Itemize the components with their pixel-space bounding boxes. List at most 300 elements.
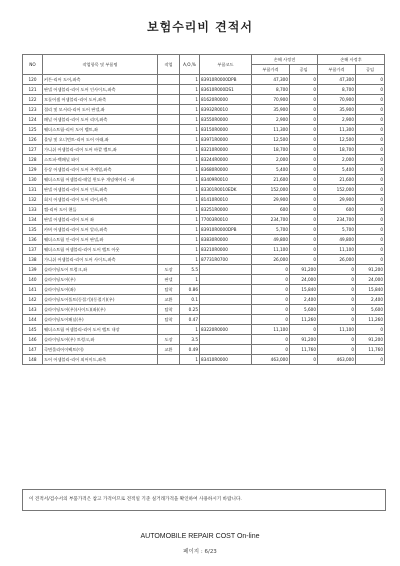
- row-no: 146: [23, 335, 43, 345]
- row-labor-before: 0: [290, 355, 318, 365]
- row-part-price-before: 2,900: [252, 115, 290, 125]
- row-no: 138: [23, 255, 43, 265]
- row-no: 139: [23, 265, 43, 275]
- table-row: [23, 265, 385, 275]
- row-labor-after: 0: [356, 75, 385, 85]
- row-labor-before: 0: [290, 155, 318, 165]
- row-item: 슬라이딩도어(좌): [43, 285, 158, 295]
- row-item: 웨더스트립 인-리어 도어 판넬,좌: [43, 235, 158, 245]
- row-no: 141: [23, 285, 43, 295]
- row-aoq: 1: [180, 195, 200, 205]
- row-no: 131: [23, 185, 43, 195]
- row-labor-before: 0: [290, 195, 318, 205]
- row-item: 웨더스트립-리어 도어 벨트,좌: [43, 125, 158, 135]
- row-aoq: 0.86: [180, 285, 200, 295]
- row-labor-after: 0: [356, 85, 385, 95]
- row-part-price-before: 0: [252, 285, 290, 295]
- row-part-price-before: 0: [252, 345, 290, 355]
- row-aoq: 0.49: [180, 345, 200, 355]
- table-row: [23, 195, 385, 205]
- row-part-price-after: 0: [318, 295, 356, 305]
- row-item: 등상 어셈블리-리어 도어 주계열,좌측: [43, 165, 158, 175]
- row-aoq: 1: [180, 325, 200, 335]
- row-no: 129: [23, 165, 43, 175]
- row-no: 128: [23, 155, 43, 165]
- page-number: 페이지 : 6/23: [183, 549, 217, 555]
- row-work-type: [158, 145, 180, 155]
- row-labor-after: 0: [356, 245, 385, 255]
- row-part-price-after: 152,000: [318, 185, 356, 195]
- row-labor-before: 0: [290, 165, 318, 175]
- row-labor-before: 91,200: [290, 265, 318, 275]
- table-row: [23, 225, 385, 235]
- row-no: 124: [23, 115, 43, 125]
- row-no: 134: [23, 215, 43, 225]
- header-work-type: 작업: [158, 55, 180, 75]
- row-labor-after: 0: [356, 125, 385, 135]
- table-row: [23, 185, 385, 195]
- table-row: [23, 105, 385, 115]
- row-part-code: 83971R0000: [200, 135, 252, 145]
- table-row: [23, 155, 385, 165]
- row-part-price-before: 12,500: [252, 135, 290, 145]
- row-part-code: 83301R0010EDK: [200, 185, 252, 195]
- row-part-code: 81620R0000: [200, 95, 252, 105]
- row-item: 가니쉬 어셈블리-리어 도어 바깥 벨트,좌: [43, 145, 158, 155]
- header-part-price-before: 부품가격: [252, 65, 290, 75]
- row-no: 142: [23, 295, 43, 305]
- row-aoq: 1: [180, 205, 200, 215]
- row-part-price-after: 2,000: [318, 155, 356, 165]
- header-part-code: 부품코드: [200, 55, 252, 75]
- row-item: 판넬 어셈블리-리어 도어 인포,좌측: [43, 185, 158, 195]
- row-part-price-before: 21,600: [252, 175, 290, 185]
- row-part-code: [200, 335, 252, 345]
- row-work-type: [158, 85, 180, 95]
- row-labor-after: 0: [356, 155, 385, 165]
- row-aoq: 1: [180, 235, 200, 245]
- row-aoq: 1: [180, 245, 200, 255]
- row-item: 슬라이딩도어(우)(사이드)(좌)(우): [43, 305, 158, 315]
- row-labor-before: 15,840: [290, 285, 318, 295]
- row-part-code: [200, 295, 252, 305]
- row-labor-after: 0: [356, 175, 385, 185]
- row-part-price-before: 0: [252, 305, 290, 315]
- table-header-row: [23, 55, 385, 65]
- row-aoq: 1: [180, 215, 200, 225]
- row-aoq: 1: [180, 255, 200, 265]
- row-labor-after: 5,600: [356, 305, 385, 315]
- row-part-code: [200, 315, 252, 325]
- row-part-code: 83830R0000: [200, 235, 252, 245]
- row-part-price-before: 0: [252, 295, 290, 305]
- row-part-price-before: 11,300: [252, 125, 290, 135]
- row-part-price-after: 70,900: [318, 95, 356, 105]
- row-labor-after: 0: [356, 185, 385, 195]
- row-part-code: 83220R0000: [200, 325, 252, 335]
- table-row: [23, 255, 385, 265]
- row-part-price-after: 29,900: [318, 195, 356, 205]
- row-labor-after: 15,840: [356, 285, 385, 295]
- row-item: 회저 어셈블리-리어 도어 리어,좌측: [43, 195, 158, 205]
- row-no: 121: [23, 85, 43, 95]
- row-part-price-after: 21,600: [318, 175, 356, 185]
- row-labor-before: 5,600: [290, 305, 318, 315]
- row-item: 웨더스트립 어셈블리-리어 도어 벨트 아웃: [43, 245, 158, 255]
- row-aoq: 1: [180, 225, 200, 235]
- table-body: [23, 75, 385, 365]
- footer-title: AUTOMOBILE REPAIR COST On-line: [140, 533, 260, 540]
- table-row: [23, 235, 385, 245]
- row-no: 130: [23, 175, 43, 185]
- row-labor-after: 0: [356, 195, 385, 205]
- row-labor-before: 0: [290, 185, 318, 195]
- row-labor-after: 24,000: [356, 275, 385, 285]
- table-row: [23, 275, 385, 285]
- table-row: [23, 245, 385, 255]
- row-no: 143: [23, 305, 43, 315]
- row-no: 136: [23, 235, 43, 245]
- row-part-code: 83610R000DS1: [200, 85, 252, 95]
- header-work-item: 작업항목 및 부품명: [43, 55, 158, 75]
- row-aoq: 1: [180, 175, 200, 185]
- row-part-price-after: 5,400: [318, 165, 356, 175]
- document-title: 보험수리비 견적서: [147, 20, 253, 34]
- table-row: [23, 215, 385, 225]
- row-labor-after: 0: [356, 225, 385, 235]
- row-labor-after: 0: [356, 325, 385, 335]
- row-work-type: [158, 195, 180, 205]
- row-part-price-after: 234,700: [318, 215, 356, 225]
- row-part-price-before: 0: [252, 265, 290, 275]
- row-labor-before: 0: [290, 125, 318, 135]
- row-work-type: [158, 325, 180, 335]
- row-item: 스토퍼-백패널 와이: [43, 155, 158, 165]
- row-part-price-before: 47,300: [252, 75, 290, 85]
- header-no: NO: [23, 55, 43, 75]
- row-aoq: 1: [180, 135, 200, 145]
- row-aoq: 1: [180, 105, 200, 115]
- row-part-code: 83410R0000: [200, 355, 252, 365]
- row-item: 절리 및 모서리-리어 도어 판넬,좌: [43, 105, 158, 115]
- row-labor-after: 2,400: [356, 295, 385, 305]
- row-labor-before: 0: [290, 225, 318, 235]
- row-part-price-after: 0: [318, 275, 356, 285]
- row-part-price-after: 2,900: [318, 115, 356, 125]
- row-part-code: [200, 285, 252, 295]
- row-labor-before: 0: [290, 235, 318, 245]
- row-aoq: 1: [180, 75, 200, 85]
- row-labor-before: 0: [290, 255, 318, 265]
- row-aoq: 1: [180, 155, 200, 165]
- table-row: [23, 135, 385, 145]
- row-part-code: 83210R0000: [200, 245, 252, 255]
- row-labor-before: 0: [290, 135, 318, 145]
- row-aoq: 0.25: [180, 305, 200, 315]
- row-aoq: 1: [180, 85, 200, 95]
- row-labor-before: 0: [290, 245, 318, 255]
- row-aoq: 5.5: [180, 265, 200, 275]
- row-part-price-after: 47,300: [318, 75, 356, 85]
- table-row: [23, 335, 385, 345]
- row-part-price-before: 2,000: [252, 155, 290, 165]
- row-item: 곡면물리어이펙트(이): [43, 345, 158, 355]
- row-part-price-before: 0: [252, 275, 290, 285]
- row-part-code: 77003R0010: [200, 215, 252, 225]
- row-part-price-after: 12,500: [318, 135, 356, 145]
- row-part-code: 81410R0010: [200, 195, 252, 205]
- row-labor-before: 0: [290, 205, 318, 215]
- row-part-price-before: 152,000: [252, 185, 290, 195]
- row-labor-before: 0: [290, 215, 318, 225]
- row-no: 127: [23, 145, 43, 155]
- row-part-price-before: 600: [252, 205, 290, 215]
- row-part-price-after: 0: [318, 335, 356, 345]
- row-part-code: 83244R0000: [200, 155, 252, 165]
- row-labor-before: 0: [290, 95, 318, 105]
- row-work-type: 교환: [158, 345, 180, 355]
- row-part-price-before: 11,100: [252, 325, 290, 335]
- row-part-price-after: 5,700: [318, 225, 356, 235]
- row-part-price-after: 0: [318, 305, 356, 315]
- table-row: [23, 175, 385, 185]
- row-item: 슬라이딩도어 트렁크,좌: [43, 265, 158, 275]
- row-labor-after: 0: [356, 165, 385, 175]
- row-part-code: [200, 305, 252, 315]
- row-aoq: 3.5: [180, 335, 200, 345]
- row-item: 가니쉬 어셈블리-리어 도어 사이드,좌측: [43, 255, 158, 265]
- row-labor-before: 0: [290, 145, 318, 155]
- row-part-price-after: 0: [318, 315, 356, 325]
- table-row: [23, 285, 385, 295]
- row-labor-after: 91,200: [356, 335, 385, 345]
- row-part-price-after: 600: [318, 205, 356, 215]
- row-item: 슬라이딩도어패널(우): [43, 315, 158, 325]
- row-work-type: [158, 125, 180, 135]
- row-item: 캡-리어 도어 핸들: [43, 205, 158, 215]
- row-work-type: [158, 135, 180, 145]
- row-no: 144: [23, 315, 43, 325]
- table-row: [23, 165, 385, 175]
- row-part-code: [200, 275, 252, 285]
- row-part-price-after: 26,000: [318, 255, 356, 265]
- table-row: [23, 145, 385, 155]
- row-work-type: [158, 165, 180, 175]
- row-labor-after: 91,200: [356, 265, 385, 275]
- row-work-type: [158, 245, 180, 255]
- row-part-code: 87731R0700: [200, 255, 252, 265]
- row-part-price-after: 11,100: [318, 325, 356, 335]
- row-item: 슬라이딩도어(우): [43, 275, 158, 285]
- row-part-price-before: 5,400: [252, 165, 290, 175]
- row-no: 126: [23, 135, 43, 145]
- row-labor-after: 0: [356, 235, 385, 245]
- row-part-price-before: 463,000: [252, 355, 290, 365]
- row-part-price-before: 8,700: [252, 85, 290, 95]
- row-aoq: 1: [180, 145, 200, 155]
- row-no: 147: [23, 345, 43, 355]
- row-item: 몰딩 및 오너먼트-리어 도어 아래,좌: [43, 135, 158, 145]
- row-part-code: [200, 345, 252, 355]
- row-part-code: 83910R0000DPB: [200, 75, 252, 85]
- table-row: [23, 115, 385, 125]
- row-part-price-before: 234,700: [252, 215, 290, 225]
- row-no: 132: [23, 195, 43, 205]
- row-part-price-after: 0: [318, 265, 356, 275]
- table-row: [23, 315, 385, 325]
- row-aoq: 1: [180, 125, 200, 135]
- table-row: [23, 95, 385, 105]
- row-no: 123: [23, 105, 43, 115]
- row-aoq: 1: [180, 115, 200, 125]
- row-work-type: [158, 115, 180, 125]
- row-part-price-after: 49,800: [318, 235, 356, 245]
- row-work-type: [158, 235, 180, 245]
- row-part-price-before: 18,700: [252, 145, 290, 155]
- row-part-price-after: 11,300: [318, 125, 356, 135]
- table-row: [23, 205, 385, 215]
- row-item: 판넬 어셈블리-리어 도어 좌: [43, 215, 158, 225]
- row-no: 125: [23, 125, 43, 135]
- row-part-price-before: 49,800: [252, 235, 290, 245]
- row-part-price-before: 70,900: [252, 95, 290, 105]
- row-aoq: 0.47: [180, 315, 200, 325]
- row-aoq: 0.1: [180, 295, 200, 305]
- header-part-price-after: 부품가격: [318, 65, 356, 75]
- row-part-price-before: 26,000: [252, 255, 290, 265]
- row-labor-after: 0: [356, 105, 385, 115]
- table-row: [23, 85, 385, 95]
- row-part-code: 83150R0000: [200, 125, 252, 135]
- row-work-type: [158, 225, 180, 235]
- row-work-type: 교환: [158, 295, 180, 305]
- row-labor-before: 11,260: [290, 315, 318, 325]
- row-part-price-after: 463,000: [318, 355, 356, 365]
- row-work-type: [158, 175, 180, 185]
- row-work-type: [158, 75, 180, 85]
- row-aoq: 1: [180, 355, 200, 365]
- row-work-type: 탈착: [158, 315, 180, 325]
- row-labor-after: 0: [356, 355, 385, 365]
- row-item: 패널 어셈블리-리어 도어 리머,좌측: [43, 115, 158, 125]
- row-labor-after: 0: [356, 215, 385, 225]
- row-work-type: 탈착: [158, 305, 180, 315]
- row-labor-after: 0: [356, 255, 385, 265]
- row-part-price-before: 35,900: [252, 105, 290, 115]
- row-part-code: 83409R0010: [200, 175, 252, 185]
- header-after-adjust: 손해 사정후: [318, 55, 385, 65]
- row-part-price-before: 0: [252, 335, 290, 345]
- row-part-code: 83910R0000DPB: [200, 225, 252, 235]
- row-no: 145: [23, 325, 43, 335]
- row-work-type: [158, 185, 180, 195]
- row-aoq: 1: [180, 185, 200, 195]
- row-part-price-after: 0: [318, 345, 356, 355]
- row-labor-after: 0: [356, 115, 385, 125]
- row-work-type: [158, 105, 180, 115]
- row-part-code: 83251R0000: [200, 205, 252, 215]
- row-labor-before: 0: [290, 75, 318, 85]
- row-item: 웨더스트립 어셈블리-테일 윈도우 개념에어리 - 좌: [43, 175, 158, 185]
- row-work-type: [158, 205, 180, 215]
- row-no: 148: [23, 355, 43, 365]
- row-work-type: [158, 215, 180, 225]
- row-labor-before: 0: [290, 115, 318, 125]
- row-work-type: 도장: [158, 265, 180, 275]
- row-item: 슬라이딩도어폴트(동절기)(동절기)(우): [43, 295, 158, 305]
- row-part-price-before: 5,700: [252, 225, 290, 235]
- table-row: [23, 355, 385, 365]
- row-no: 133: [23, 205, 43, 215]
- row-labor-after: 0: [356, 145, 385, 155]
- row-no: 137: [23, 245, 43, 255]
- row-labor-before: 0: [290, 325, 318, 335]
- row-part-code: 83210R0000: [200, 145, 252, 155]
- row-work-type: [158, 155, 180, 165]
- row-part-price-before: 0: [252, 315, 290, 325]
- row-no: 140: [23, 275, 43, 285]
- row-part-price-after: 35,900: [318, 105, 356, 115]
- row-part-price-after: 11,100: [318, 245, 356, 255]
- row-item: 판넬 어셈블리-리어 도어 인사이드,좌측: [43, 85, 158, 95]
- row-labor-before: 2,400: [290, 295, 318, 305]
- row-part-code: 83932R0010: [200, 105, 252, 115]
- row-aoq: 1: [180, 275, 200, 285]
- row-part-price-after: 8,700: [318, 85, 356, 95]
- row-labor-before: 24,000: [290, 275, 318, 285]
- table-row: [23, 305, 385, 315]
- row-work-type: 탈착: [158, 285, 180, 295]
- row-item: 웨더스트립 어셈블리-리어 도어 벨트 내장: [43, 325, 158, 335]
- row-labor-before: 91,200: [290, 335, 318, 345]
- row-part-price-after: 18,700: [318, 145, 356, 155]
- row-item: 도어 어셈블리-리어 외어이드,좌측: [43, 355, 158, 365]
- header-before-adjust: 손해 사정전: [252, 55, 318, 65]
- row-work-type: [158, 255, 180, 265]
- row-part-code: [200, 265, 252, 275]
- row-no: 135: [23, 225, 43, 235]
- row-labor-before: 0: [290, 85, 318, 95]
- table-row: [23, 345, 385, 355]
- row-work-type: [158, 355, 180, 365]
- table-row: [23, 295, 385, 305]
- row-labor-after: 0: [356, 95, 385, 105]
- table-row: [23, 125, 385, 135]
- table-row: [23, 325, 385, 335]
- row-part-price-before: 11,100: [252, 245, 290, 255]
- row-item: 슬라이딩도어(우) 트렁크,좌: [43, 335, 158, 345]
- row-aoq: 1: [180, 165, 200, 175]
- row-item: 모듈어셈 어셈블리-리어 도어,좌측: [43, 95, 158, 105]
- row-work-type: [158, 95, 180, 105]
- header-labor-before: 공임: [290, 65, 318, 75]
- header-labor-after: 공임: [356, 65, 385, 75]
- row-part-code: 83680R0000: [200, 165, 252, 175]
- estimate-table: [22, 54, 385, 365]
- row-labor-after: 0: [356, 205, 385, 215]
- row-item: 커튼-리어 도어,좌측: [43, 75, 158, 85]
- row-labor-after: 0: [356, 135, 385, 145]
- table-row: [23, 75, 385, 85]
- row-no: 120: [23, 75, 43, 85]
- row-part-code: 83550R0000: [200, 115, 252, 125]
- row-part-price-after: 0: [318, 285, 356, 295]
- row-labor-after: 11,260: [356, 315, 385, 325]
- header-aoq: A,O,%: [180, 55, 200, 75]
- row-part-price-before: 29,900: [252, 195, 290, 205]
- row-labor-before: 0: [290, 175, 318, 185]
- row-no: 122: [23, 95, 43, 105]
